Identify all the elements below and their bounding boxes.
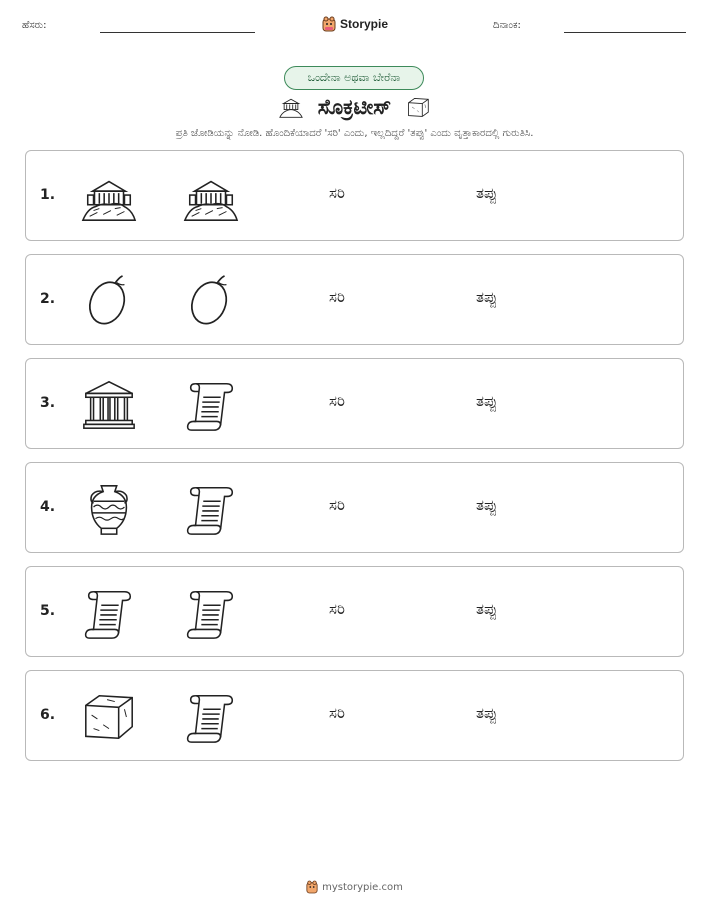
brand-logo: [322, 14, 388, 34]
title-bar: [0, 92, 709, 122]
greek-temple-icon: [80, 377, 138, 433]
option-false[interactable]: ತಪ್ಪು: [476, 704, 498, 722]
exercise-row: [25, 566, 684, 657]
acropolis-icon: [80, 169, 138, 225]
exercise-row: [25, 254, 684, 345]
page-title: ಸೊಕ್ರಟೀಸ್: [317, 94, 392, 119]
row-number: 3.: [40, 395, 56, 411]
scroll-icon: [80, 585, 138, 641]
option-false[interactable]: ತಪ್ಪು: [476, 288, 498, 306]
name-field[interactable]: [100, 32, 255, 33]
option-true[interactable]: ಸರಿ: [329, 704, 345, 722]
footer: [0, 880, 709, 894]
row-number: 6.: [40, 707, 56, 723]
olive-icon: [182, 273, 240, 329]
date-label: ದಿನಾಂಕ:: [493, 20, 521, 31]
scroll-icon: [182, 689, 240, 745]
worksheet-type-badge: ಒಂದೇನಾ ಅಥವಾ ಬೇರೆನಾ: [284, 66, 424, 90]
scroll-icon: [182, 481, 240, 537]
scroll-icon: [182, 585, 240, 641]
row-number: 5.: [40, 603, 56, 619]
exercise-row: [25, 670, 684, 761]
marble-block-icon: [80, 689, 138, 745]
worksheet-header: [0, 14, 709, 38]
storypie-mascot-icon: [306, 880, 318, 894]
row-number: 4.: [40, 499, 56, 515]
acropolis-icon: [182, 169, 240, 225]
option-true[interactable]: ಸರಿ: [329, 288, 345, 306]
amphora-icon: [80, 481, 138, 537]
scroll-icon: [182, 377, 240, 433]
option-false[interactable]: ತಪ್ಪು: [476, 600, 498, 618]
olive-icon: [80, 273, 138, 329]
brand-name: Storypie: [340, 17, 389, 31]
option-true[interactable]: ಸರಿ: [329, 600, 345, 618]
option-true[interactable]: ಸರಿ: [329, 392, 345, 410]
marble-block-icon: [403, 95, 433, 119]
exercise-row: [25, 150, 684, 241]
acropolis-icon: [276, 95, 306, 119]
option-false[interactable]: ತಪ್ಪು: [476, 184, 498, 202]
storypie-mascot-icon: [322, 16, 336, 32]
date-field[interactable]: [564, 32, 686, 33]
footer-site: mystorypie.com: [322, 881, 403, 893]
option-true[interactable]: ಸರಿ: [329, 496, 345, 514]
row-number: 2.: [40, 291, 56, 307]
instructions: ಪ್ರತಿ ಜೋಡಿಯನ್ನು ನೋಡಿ. ಹೊಂದಿಕೆಯಾದರೆ 'ಸರಿ' ಎಂದು, ಇಲ್ಲದಿದ್ದರೆ 'ತಪ್ಪು' ಎಂದು ವೃತ್ತಾಕಾರದಲ್ಲಿ ಗುರುತಿಸಿ.: [175, 128, 534, 139]
row-number: 1.: [40, 187, 56, 203]
exercise-row: [25, 358, 684, 449]
option-true[interactable]: ಸರಿ: [329, 184, 345, 202]
option-false[interactable]: ತಪ್ಪು: [476, 392, 498, 410]
option-false[interactable]: ತಪ್ಪು: [476, 496, 498, 514]
name-label: ಹೆಸರು:: [22, 20, 47, 31]
exercise-row: [25, 462, 684, 553]
